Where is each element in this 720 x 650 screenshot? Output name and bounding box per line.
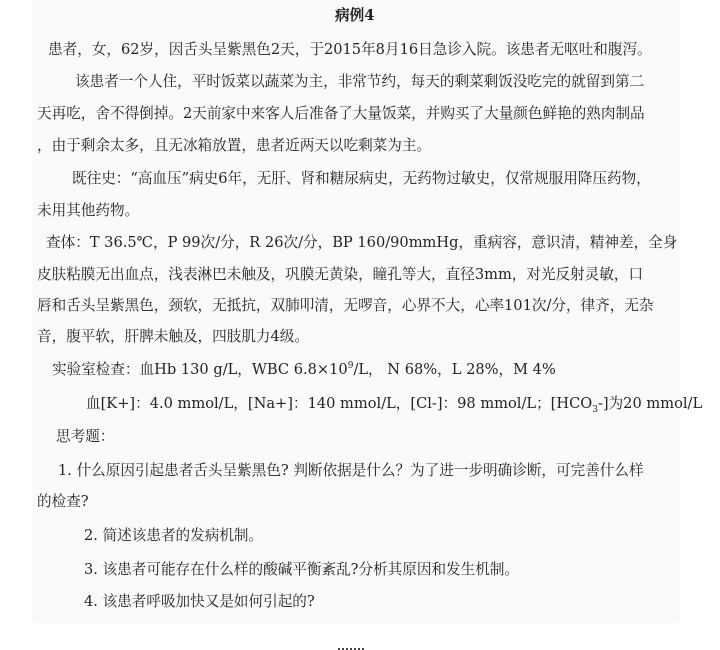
question-1-line-2: 的检查? [37,493,89,510]
exam-line-3: 唇和舌头呈紫黑色，颈软，无抵抗，双肺叩清，无啰音，心界不大，心率101次/分，律齐，无杂 [37,297,654,314]
intro-paragraph: 患者，女，62岁，因舌头呈紫黑色2天，于2015年8月16日急诊入院。该患者无呕吐和腹泻。 [48,41,652,58]
question-3: 3. 该患者可能存在什么样的酸碱平衡紊乱?分析其原因和发生机制。 [84,561,520,578]
lab-line-1 [52,360,556,380]
history-line-2: 天再吃，舍不得倒掉。2天前家中来客人后准备了大量饭菜，并购买了大量颜色鲜艳的熟肉制品 [37,105,645,122]
questions-heading: 思考题： [56,428,115,445]
lab-line-2 [86,394,702,414]
question-4: 4. 该患者呼吸加快又是如何引起的? [84,593,315,610]
lab-line-1-text: 实验室检查：血Hb 130 g/L，WBC 6.8×10 [52,361,348,378]
lab-line-2-rest: -]为20 mmol/L [597,395,703,412]
exam-line-4: 音，腹平软，肝脾未触及，四肢肌力4级。 [37,328,309,345]
question-1-line-1: 1. 什么原因引起患者舌头呈紫黑色? 判断依据是什么？为了进一步明确诊断，可完善什么样 [58,462,644,479]
history-line-1: 该患者一个人住，平时饭菜以蔬菜为主，非常节约，每天的剩菜剩饭没吃完的就留到第二 [75,73,645,90]
exam-line-2: 皮肤粘膜无出血点，浅表淋巴未触及，巩膜无黄染，瞳孔等大，直径3mm，对光反射灵敏，口 [37,266,644,283]
lab-subscript: 3 [592,404,598,415]
history-line-3: ，由于剩余太多，且无冰箱放置，患者近两天以吃剩菜为主。 [37,137,432,154]
lab-line-1-rest: /L， N 68%，L 28%，M 4% [353,361,556,378]
case-title: 病例4 [335,7,375,24]
lab-exponent: 9 [347,361,354,372]
question-2: 2. 简述该患者的发病机制。 [84,527,264,544]
past-history-line-1: 既往史：“高血压”病史6年，无肝、肾和糖尿病史，无药物过敏史，仅常规服用降压药物， [72,170,651,187]
past-history-line-2: 未用其他药物。 [37,202,140,219]
lab-line-2-text: 血[K+]：4.0 mmol/L，[Na+]：140 mmol/L，[Cl-]：98 mmol/L；[HCO [86,395,593,412]
next-page-fragment [338,642,368,650]
exam-line-1: 查体：T 36.5℃，P 99次/分，R 26次/分，BP 160/90mmHg，重病容，意识清，精神差，全身 [46,234,678,251]
